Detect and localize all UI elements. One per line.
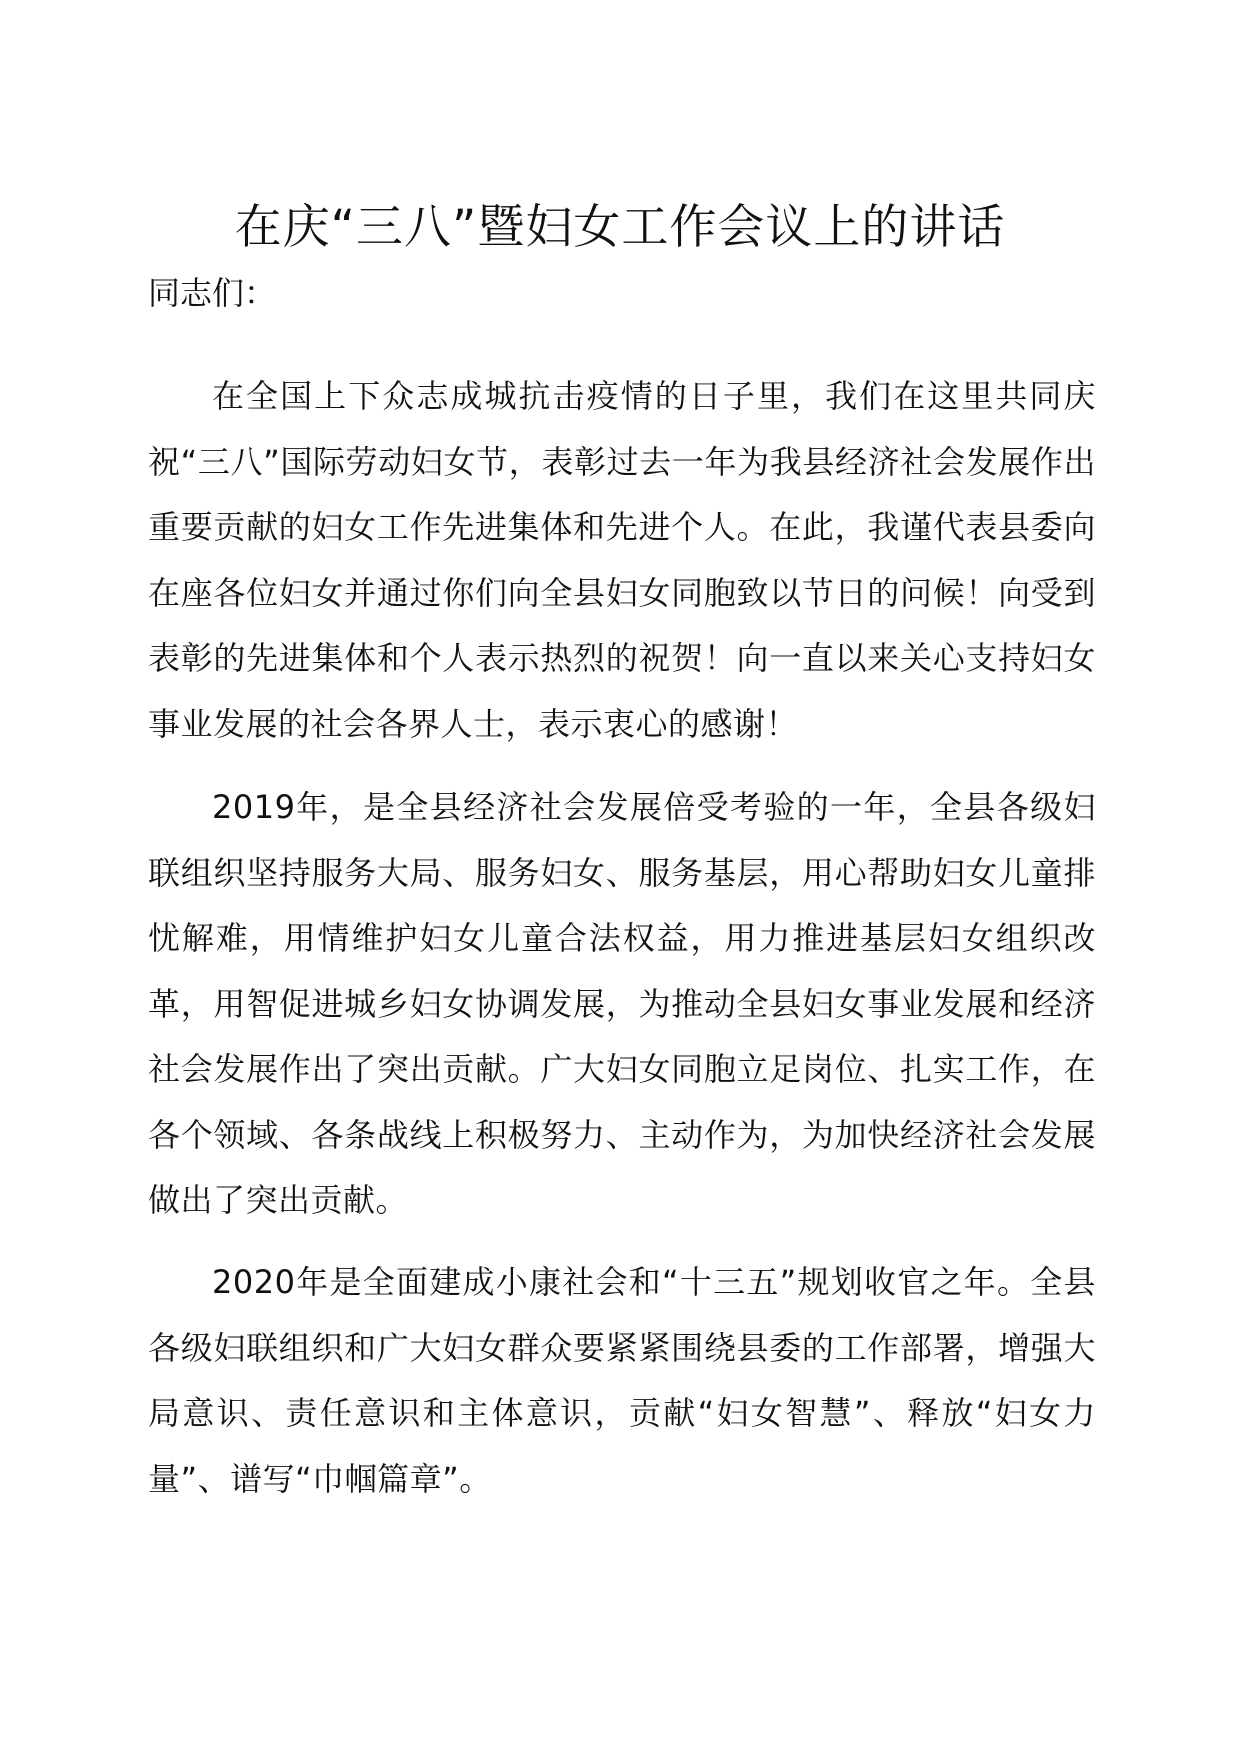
salutation: 同志们： [148,274,277,312]
body-paragraph: 在全国上下众志成城抗击疫情的日子里，我们在这里共同庆祝“三八”国际劳动妇女节，表彰过去一年为我县经济社会发展作出重要贡献的妇女工作先进集体和先进个人。在此，我谨代表县委向在座各位妇女并通过你们向全县妇女同胞致以节日的问候！向受到表彰的先进集体和个人表示热烈的祝贺！向一直以来关心支持妇女事业发展的社会各界人士，表示衷心的感谢！ [148,377,1096,743]
body-paragraph: 2020年是全面建成小康社会和“十三五”规划收官之年。全县各级妇联组织和广大妇女群众要紧紧围绕县委的工作部署，增强大局意识、责任意识和主体意识，贡献“妇女智慧”、释放“妇女力量”、谱写“巾帼篇章”。 [148,1263,1096,1498]
document-title: 在庆“三八”暨妇女工作会议上的讲话 [234,200,1006,255]
body-paragraph: 2019年，是全县经济社会发展倍受考验的一年，全县各级妇联组织坚持服务大局、服务妇女、服务基层，用心帮助妇女儿童排忧解难，用情维护妇女儿童合法权益，用力推进基层妇女组织改革，用智促进城乡妇女协调发展，为推动全县妇女事业发展和经济社会发展作出了突出贡献。广大妇女同胞立足岗位、扎实工作，在各个领域、各条战线上积极努力、主动作为，为加快经济社会发展做出了突出贡献。 [148,788,1096,1219]
